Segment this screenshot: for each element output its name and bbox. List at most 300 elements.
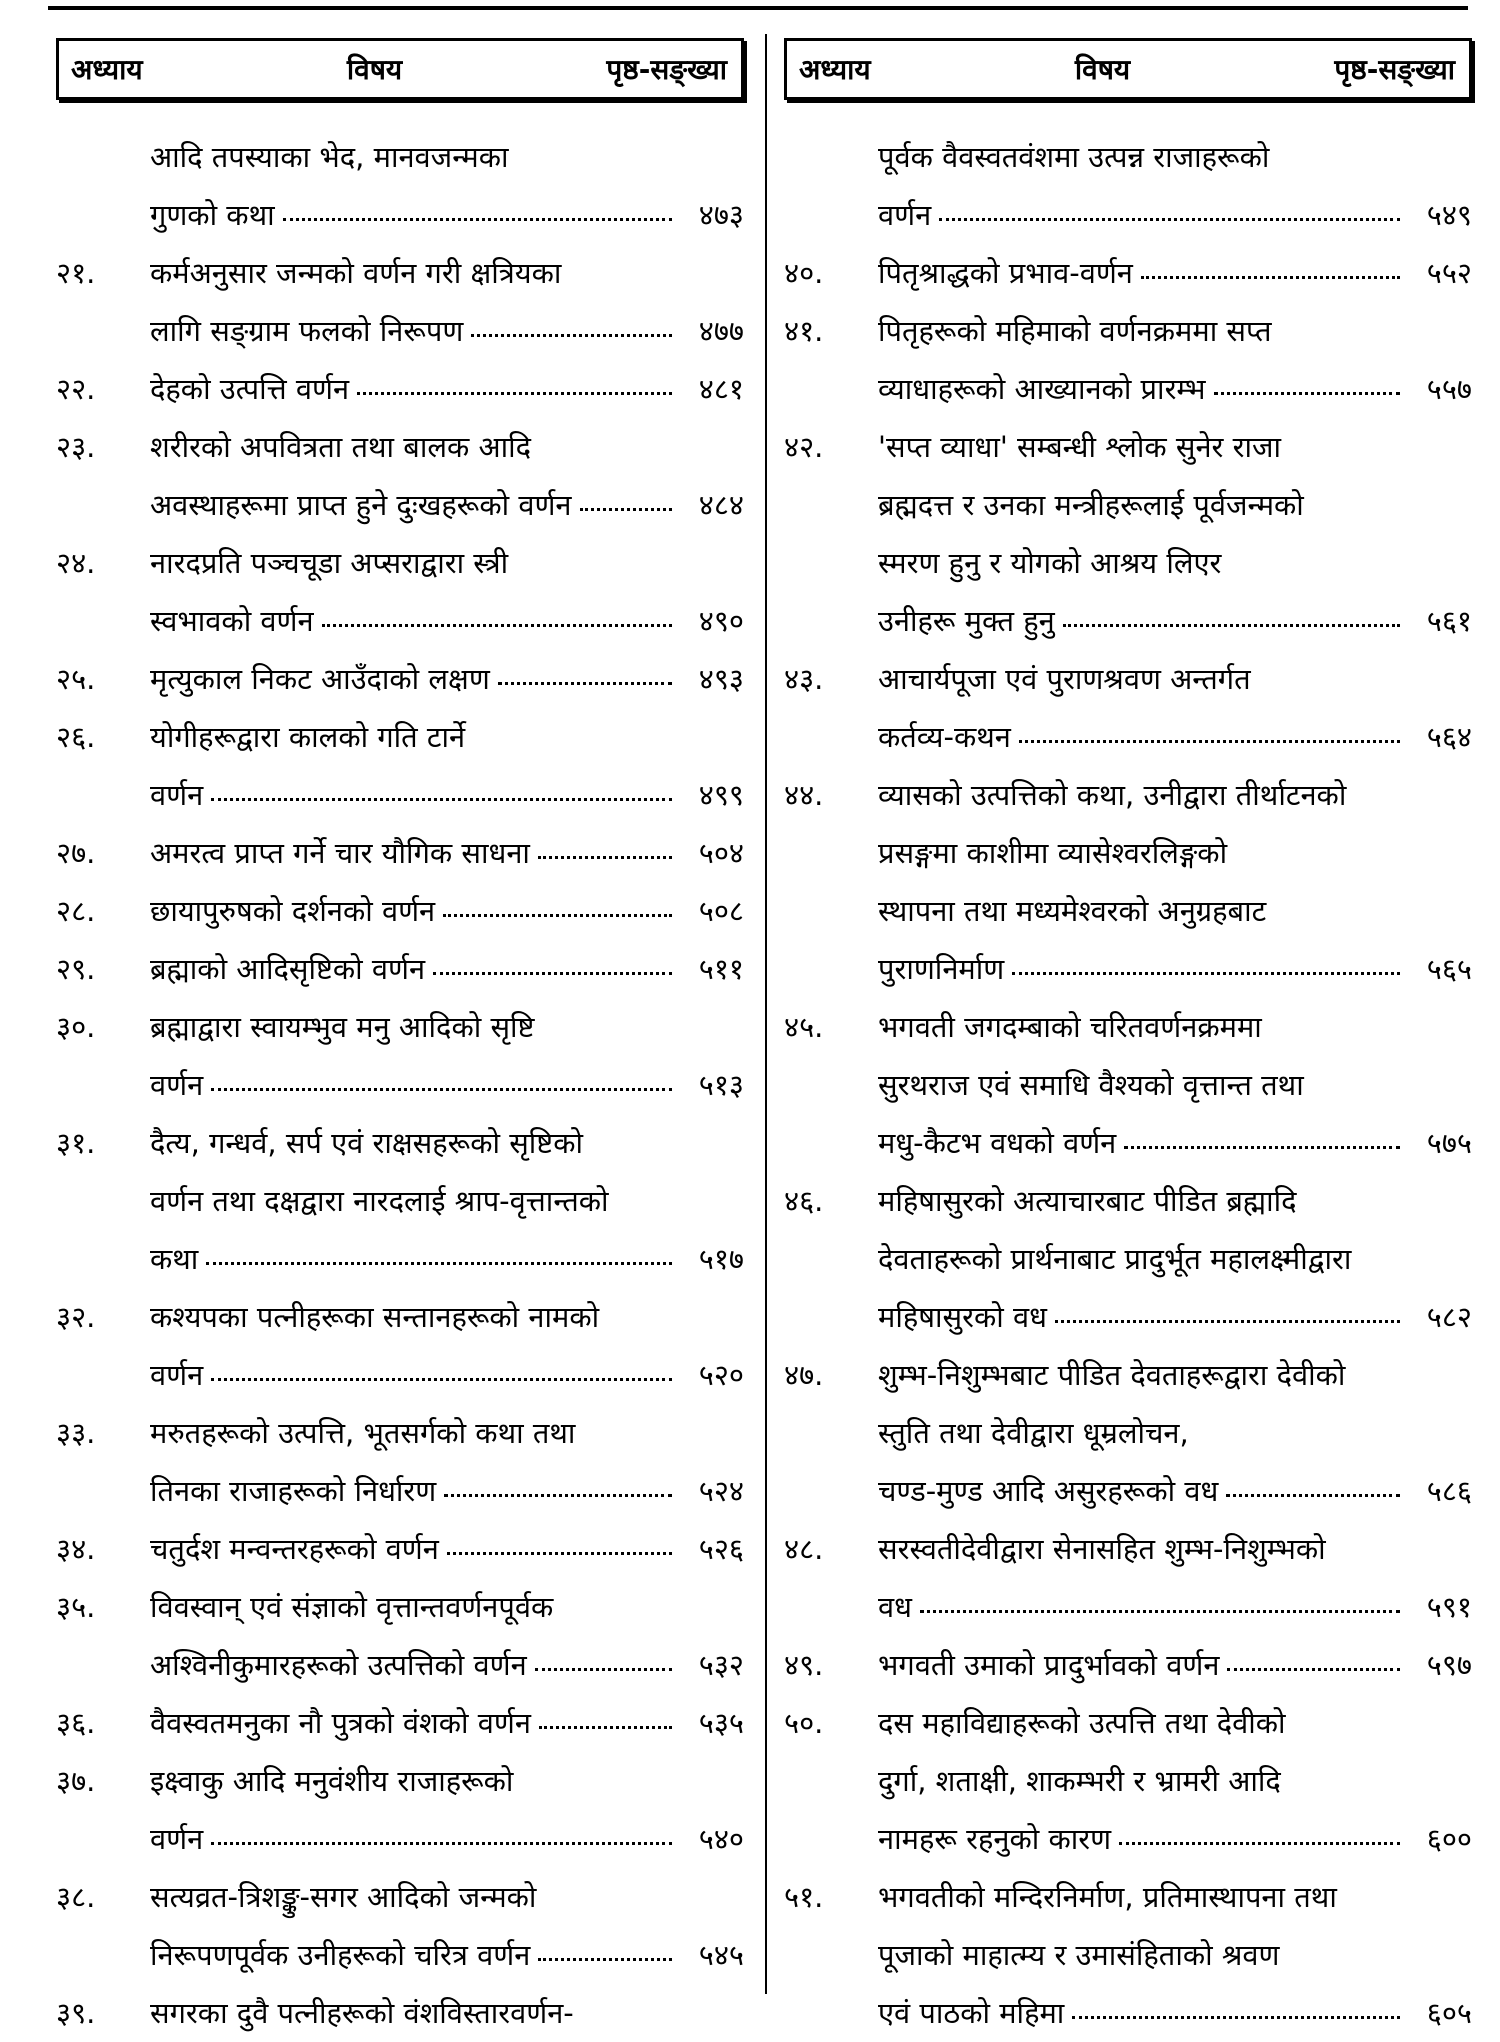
subject-line: [150, 882, 744, 940]
page-number: ५१७: [698, 1242, 744, 1276]
entry-subject: [150, 1984, 744, 2042]
subject-text: अश्विनीकुमारहरूको उत्पत्तिको वर्णन: [150, 1648, 527, 1682]
subject-text: मृत्युकाल निकट आउँदाको लक्षण: [150, 662, 490, 696]
subject-line: [878, 1810, 1472, 1868]
entry-subject: [150, 1868, 744, 1984]
subject-text: ब्रह्मदत्त र उनका मन्त्रीहरूलाई पूर्वजन्मको: [878, 488, 1304, 522]
chapter-number: ३७.: [56, 1764, 96, 1798]
subject-text: स्तुति तथा देवीद्वारा धूम्रलोचन,: [878, 1416, 1189, 1450]
subject-text: वैवस्वतमनुका नौ पुत्रको वंशको वर्णन: [150, 1706, 531, 1740]
toc-entry: [56, 1520, 744, 1578]
subject-text: कथा: [150, 1242, 199, 1276]
dot-leader: [206, 1262, 672, 1265]
subject-text: स्थापना तथा मध्यमेश्वरको अनुग्रहबाट: [878, 894, 1267, 928]
subject-line: [878, 1926, 1472, 1984]
page-number: ५६४: [1426, 720, 1472, 754]
subject-text: कर्तव्य-कथन: [878, 720, 1011, 754]
chapter-number: २८.: [56, 894, 96, 928]
subject-text: सुरथराज एवं समाधि वैश्यको वृत्तान्त तथा: [878, 1068, 1304, 1102]
subject-text: ब्रह्माद्वारा स्वायम्भुव मनु आदिको सृष्टि: [150, 1010, 535, 1044]
toc-entry: [56, 128, 744, 244]
chapter-number: ४६.: [784, 1184, 824, 1218]
subject-line: [150, 534, 744, 592]
dot-leader: [433, 972, 672, 975]
subject-line: [878, 476, 1472, 534]
entry-subject: [150, 998, 744, 1114]
entry-subject: [878, 244, 1472, 302]
page-number: ५३२: [698, 1648, 744, 1682]
entry-subject: [150, 1520, 744, 1578]
page-number: ५८६: [1426, 1474, 1472, 1508]
entry-subject: [150, 1404, 744, 1520]
dot-leader: [539, 1726, 672, 1729]
page-number: ४९०: [698, 604, 744, 638]
subject-line: [878, 1578, 1472, 1636]
dot-leader: [322, 624, 672, 627]
toc-entry: [56, 1578, 744, 1694]
subject-text: दुर्गा, शताक्षी, शाकम्भरी र भ्रामरी आदि: [878, 1764, 1281, 1798]
toc-entry: [784, 1636, 1472, 1694]
dot-leader: [444, 1494, 672, 1497]
subject-text: 'सप्त व्याधा' सम्बन्धी श्लोक सुनेर राजा: [878, 430, 1282, 464]
chapter-number: २९.: [56, 952, 96, 986]
subject-line: [150, 1462, 744, 1520]
toc-entry: [56, 650, 744, 708]
subject-line: [150, 1520, 744, 1578]
chapter-number: ३९.: [56, 1996, 96, 2030]
page-number: ६००: [1426, 1822, 1472, 1856]
subject-line: [878, 1404, 1472, 1462]
chapter-number: ३१.: [56, 1126, 96, 1160]
subject-text: व्याधाहरूको आख्यानको प्रारम्भ: [878, 372, 1206, 406]
chapter-number: ४८.: [784, 1532, 824, 1566]
page-number: ५९१: [1426, 1590, 1472, 1624]
chapter-number: ३४.: [56, 1532, 96, 1566]
subject-line: [150, 360, 744, 418]
subject-text: वर्णन: [150, 778, 204, 812]
toc-entry: [56, 244, 744, 360]
page-number: ५५७: [1426, 372, 1472, 406]
entry-subject: [150, 418, 744, 534]
subject-line: [878, 1868, 1472, 1926]
entry-subject: [878, 302, 1472, 418]
subject-text: वर्णन तथा दक्षद्वारा नारदलाई श्राप-वृत्तान्तको: [150, 1184, 609, 1218]
subject-line: [150, 186, 744, 244]
dot-leader: [471, 334, 672, 337]
chapter-number: २२.: [56, 372, 96, 406]
dot-leader: [357, 392, 672, 395]
table-header: [56, 38, 744, 100]
dot-leader: [920, 1610, 1400, 1613]
entry-subject: [878, 998, 1472, 1172]
header-subject: विषय: [1074, 53, 1131, 86]
subject-line: [150, 1636, 744, 1694]
page-number: ५१३: [698, 1068, 744, 1102]
chapter-number: ३६.: [56, 1706, 96, 1740]
dot-leader: [1063, 624, 1400, 627]
page-number: ५५२: [1426, 256, 1472, 290]
entry-subject: [150, 534, 744, 650]
dot-leader: [211, 1378, 672, 1381]
page-number: ५४५: [698, 1938, 744, 1972]
toc-entry: [784, 766, 1472, 998]
toc-entry: [56, 534, 744, 650]
entry-subject: [150, 1694, 744, 1752]
subject-text: उनीहरू मुक्त हुनु: [878, 604, 1055, 638]
toc-entry: [56, 1752, 744, 1868]
subject-text: मरुतहरूको उत्पत्ति, भूतसर्गको कथा तथा: [150, 1416, 576, 1450]
subject-text: लागि सङ्ग्राम फलको निरूपण: [150, 314, 464, 348]
subject-text: गुणको कथा: [150, 198, 275, 232]
subject-text: वर्णन: [878, 198, 932, 232]
page-number: ४९३: [698, 662, 744, 696]
subject-text: सत्यव्रत-त्रिशङ्कु-सगर आदिको जन्मको: [150, 1880, 537, 1914]
subject-line: [150, 1752, 744, 1810]
entry-subject: [150, 824, 744, 882]
entry-subject: [150, 244, 744, 360]
entry-subject: [878, 418, 1472, 650]
subject-text: अवस्थाहरूमा प्राप्त हुने दुःखहरूको वर्णन: [150, 488, 572, 522]
toc-entry: [784, 1520, 1472, 1636]
toc-entry: [56, 882, 744, 940]
subject-line: [878, 534, 1472, 592]
subject-line: [878, 1230, 1472, 1288]
subject-text: देहको उत्पत्ति वर्णन: [150, 372, 350, 406]
subject-line: [878, 1984, 1472, 2042]
entry-subject: [150, 650, 744, 708]
toc-entry: [56, 940, 744, 998]
dot-leader: [538, 856, 672, 859]
subject-line: [878, 824, 1472, 882]
subject-line: [878, 1462, 1472, 1520]
subject-line: [150, 824, 744, 882]
chapter-number: ४९.: [784, 1648, 824, 1682]
dot-leader: [939, 218, 1400, 221]
dot-leader: [1227, 1668, 1400, 1671]
dot-leader: [1012, 972, 1400, 975]
subject-text: प्रसङ्गमा काशीमा व्यासेश्वरलिङ्गको: [878, 836, 1228, 870]
page-number: ५९७: [1426, 1648, 1472, 1682]
chapter-number: २६.: [56, 720, 96, 754]
toc-entry: [56, 1114, 744, 1288]
dot-leader: [1072, 2016, 1400, 2019]
subject-text: महिषासुरको वध: [878, 1300, 1047, 1334]
page-number: ५४०: [698, 1822, 744, 1856]
subject-line: [878, 360, 1472, 418]
page-number: ५३५: [698, 1706, 744, 1740]
entry-subject: [150, 128, 744, 244]
page-number: ५६१: [1426, 604, 1472, 638]
subject-text: इक्ष्वाकु आदि मनुवंशीय राजाहरूको: [150, 1764, 514, 1798]
subject-line: [150, 1288, 744, 1346]
toc-entry: [56, 708, 744, 824]
dot-leader: [1119, 1842, 1400, 1845]
toc-entry: [56, 360, 744, 418]
subject-text: व्यासको उत्पत्तिको कथा, उनीद्वारा तीर्थाटनको: [878, 778, 1347, 812]
chapter-number: ४५.: [784, 1010, 824, 1044]
entry-subject: [878, 1636, 1472, 1694]
header-subject: विषय: [346, 53, 403, 86]
toc-entry: [784, 1694, 1472, 1868]
subject-line: [878, 186, 1472, 244]
dot-leader: [211, 798, 672, 801]
subject-line: [150, 766, 744, 824]
subject-text: पूजाको माहात्म्य र उमासंहिताको श्रवण: [878, 1938, 1280, 1972]
page-number: ५२०: [698, 1358, 744, 1392]
subject-text: ब्रह्माको आदिसृष्टिको वर्णन: [150, 952, 426, 986]
dot-leader: [443, 914, 672, 917]
header-chapter: अध्याय: [799, 53, 871, 86]
dot-leader: [580, 508, 672, 511]
page-number: ५२४: [698, 1474, 744, 1508]
dot-leader: [447, 1552, 672, 1555]
dot-leader: [1141, 276, 1400, 279]
subject-line: [878, 998, 1472, 1056]
entry-subject: [150, 360, 744, 418]
subject-text: देवताहरूको प्रार्थनाबाट प्रादुर्भूत महालक्ष्मीद्वारा: [878, 1242, 1352, 1276]
subject-text: चण्ड-मुण्ड आदि असुरहरूको वध: [878, 1474, 1219, 1508]
subject-line: [878, 1056, 1472, 1114]
subject-line: [150, 1056, 744, 1114]
toc-entry: [784, 1172, 1472, 1346]
subject-line: [878, 1114, 1472, 1172]
subject-line: [150, 650, 744, 708]
table-header: [784, 38, 1472, 100]
entry-subject: [150, 1752, 744, 1868]
subject-line: [878, 418, 1472, 476]
page-number: ४८४: [698, 488, 744, 522]
toc-entry: [56, 1288, 744, 1404]
toc-entry: [784, 1868, 1472, 2042]
dot-leader: [538, 1958, 672, 1961]
entry-subject: [878, 1346, 1472, 1520]
toc-entry: [784, 244, 1472, 302]
toc-entry: [56, 1404, 744, 1520]
subject-text: कश्यपका पत्नीहरूका सन्तानहरूको नामको: [150, 1300, 600, 1334]
subject-text: वर्णन: [150, 1068, 204, 1102]
subject-text: तिनका राजाहरूको निर्धारण: [150, 1474, 437, 1508]
subject-line: [878, 244, 1472, 302]
toc-entry: [784, 650, 1472, 766]
entry-subject: [878, 1520, 1472, 1636]
chapter-number: ४०.: [784, 256, 824, 290]
entry-subject: [878, 1868, 1472, 2042]
page-number: ५८२: [1426, 1300, 1472, 1334]
page-number: ६०५: [1426, 1996, 1472, 2030]
subject-text: स्वभावको वर्णन: [150, 604, 314, 638]
subject-text: नामहरू रहनुको कारण: [878, 1822, 1112, 1856]
subject-line: [878, 302, 1472, 360]
chapter-number: ४२.: [784, 430, 824, 464]
subject-text: योगीहरूद्वारा कालको गति टार्ने: [150, 720, 466, 754]
header-page: पृष्ठ-सङ्ख्या: [606, 53, 727, 86]
dot-leader: [211, 1088, 672, 1091]
subject-text: छायापुरुषको दर्शनको वर्णन: [150, 894, 436, 928]
subject-line: [878, 1520, 1472, 1578]
entry-subject: [878, 1694, 1472, 1868]
subject-line: [878, 592, 1472, 650]
page-number: ४७७: [698, 314, 744, 348]
subject-line: [878, 1346, 1472, 1404]
toc-entry: [784, 418, 1472, 650]
dot-leader: [498, 682, 672, 685]
entry-subject: [150, 882, 744, 940]
page-number: ४७३: [698, 198, 744, 232]
subject-line: [150, 1230, 744, 1288]
subject-line: [878, 128, 1472, 186]
subject-line: [878, 650, 1472, 708]
subject-text: नारदप्रति पञ्चचूडा अप्सराद्वारा स्त्री: [150, 546, 509, 580]
toc-entry: [56, 824, 744, 882]
subject-line: [878, 766, 1472, 824]
toc-entry: [784, 302, 1472, 418]
subject-text: पितृश्राद्धको प्रभाव-वर्णन: [878, 256, 1133, 290]
subject-text: शुम्भ-निशुम्भबाट पीडित देवताहरूद्वारा देवीको: [878, 1358, 1346, 1392]
subject-line: [878, 1694, 1472, 1752]
subject-text: सरस्वतीदेवीद्वारा सेनासहित शुम्भ-निशुम्भको: [878, 1532, 1326, 1566]
subject-line: [878, 708, 1472, 766]
chapter-number: ३३.: [56, 1416, 96, 1450]
subject-line: [150, 418, 744, 476]
dot-leader: [1019, 740, 1400, 743]
entry-subject: [878, 650, 1472, 766]
right-column: [784, 38, 1472, 2042]
page-number: ५६५: [1426, 952, 1472, 986]
toc-entry: [784, 128, 1472, 244]
subject-line: [878, 1288, 1472, 1346]
page-number: ५११: [698, 952, 744, 986]
subject-line: [150, 1810, 744, 1868]
chapter-number: ३२.: [56, 1300, 96, 1334]
header-chapter: अध्याय: [71, 53, 143, 86]
subject-line: [150, 708, 744, 766]
header-page: पृष्ठ-सङ्ख्या: [1334, 53, 1455, 86]
entry-subject: [150, 1288, 744, 1404]
toc-list: [56, 128, 744, 2042]
dot-leader: [1124, 1146, 1400, 1149]
subject-line: [150, 128, 744, 186]
subject-text: भगवती जगदम्बाको चरितवर्णनक्रममा: [878, 1010, 1262, 1044]
chapter-number: ३८.: [56, 1880, 96, 1914]
subject-line: [878, 1752, 1472, 1810]
chapter-number: २१.: [56, 256, 96, 290]
chapter-number: ५१.: [784, 1880, 824, 1914]
entry-subject: [150, 940, 744, 998]
subject-text: आदि तपस्याका भेद, मानवजन्मका: [150, 140, 509, 174]
toc-entry: [784, 998, 1472, 1172]
subject-line: [878, 882, 1472, 940]
chapter-number: ३५.: [56, 1590, 96, 1624]
page-number: ५४९: [1426, 198, 1472, 232]
entry-subject: [878, 128, 1472, 244]
page-number: ४८१: [698, 372, 744, 406]
subject-text: निरूपणपूर्वक उनीहरूको चरित्र वर्णन: [150, 1938, 531, 1972]
toc-entry: [784, 1346, 1472, 1520]
toc-list: [784, 128, 1472, 2042]
chapter-number: ४१.: [784, 314, 824, 348]
chapter-number: ५०.: [784, 1706, 824, 1740]
dot-leader: [1226, 1494, 1400, 1497]
dot-leader: [535, 1668, 672, 1671]
subject-text: कर्मअनुसार जन्मको वर्णन गरी क्षत्रियका: [150, 256, 562, 290]
subject-line: [150, 1404, 744, 1462]
entry-subject: [878, 1172, 1472, 1346]
subject-line: [150, 1172, 744, 1230]
subject-text: भगवतीको मन्दिरनिर्माण, प्रतिमास्थापना तथा: [878, 1880, 1337, 1914]
subject-text: आचार्यपूजा एवं पुराणश्रवण अन्तर्गत: [878, 662, 1251, 696]
subject-line: [150, 998, 744, 1056]
subject-text: पूर्वक वैवस्वतवंशमा उत्पन्न राजाहरूको: [878, 140, 1270, 174]
subject-line: [150, 1694, 744, 1752]
subject-text: महिषासुरको अत्याचारबाट पीडित ब्रह्मादि: [878, 1184, 1297, 1218]
subject-text: भगवती उमाको प्रादुर्भावको वर्णन: [878, 1648, 1220, 1682]
toc-entry: [56, 1694, 744, 1752]
chapter-number: ३०.: [56, 1010, 96, 1044]
chapter-number: ४३.: [784, 662, 824, 696]
subject-line: [150, 1984, 744, 2042]
subject-text: वर्णन: [150, 1822, 204, 1856]
subject-text: पुराणनिर्माण: [878, 952, 1005, 986]
chapter-number: ४७.: [784, 1358, 824, 1392]
top-rule: [48, 6, 1468, 10]
entry-subject: [150, 1114, 744, 1288]
column-divider: [765, 34, 767, 1994]
toc-entry: [56, 998, 744, 1114]
subject-text: विवस्वान् एवं संज्ञाको वृत्तान्तवर्णनपूर्वक: [150, 1590, 554, 1624]
subject-line: [150, 244, 744, 302]
dot-leader: [1214, 392, 1400, 395]
subject-text: अमरत्व प्राप्त गर्ने चार यौगिक साधना: [150, 836, 530, 870]
subject-line: [878, 1172, 1472, 1230]
subject-line: [878, 940, 1472, 998]
subject-text: वर्णन: [150, 1358, 204, 1392]
entry-subject: [150, 1578, 744, 1694]
toc-entry: [56, 1868, 744, 1984]
left-column: [56, 38, 744, 2042]
page-number: ४९९: [698, 778, 744, 812]
toc-entry: [56, 418, 744, 534]
dot-leader: [211, 1842, 672, 1845]
entry-subject: [150, 708, 744, 824]
chapter-number: ४४.: [784, 778, 824, 812]
subject-text: दैत्य, गन्धर्व, सर्प एवं राक्षसहरूको सृष्टिको: [150, 1126, 584, 1160]
chapter-number: २५.: [56, 662, 96, 696]
dot-leader: [1055, 1320, 1400, 1323]
subject-text: स्मरण हुनु र योगको आश्रय लिएर: [878, 546, 1222, 580]
subject-text: पितृहरूको महिमाको वर्णनक्रममा सप्त: [878, 314, 1272, 348]
subject-line: [878, 1636, 1472, 1694]
chapter-number: २४.: [56, 546, 96, 580]
page-number: ५०४: [698, 836, 744, 870]
subject-text: दस महाविद्याहरूको उत्पत्ति तथा देवीको: [878, 1706, 1286, 1740]
subject-line: [150, 1578, 744, 1636]
page-number: ५०८: [698, 894, 744, 928]
chapter-number: २७.: [56, 836, 96, 870]
subject-line: [150, 940, 744, 998]
subject-text: चतुर्दश मन्वन्तरहरूको वर्णन: [150, 1532, 439, 1566]
subject-line: [150, 1114, 744, 1172]
subject-text: मधु-कैटभ वधको वर्णन: [878, 1126, 1117, 1160]
dot-leader: [283, 218, 672, 221]
subject-line: [150, 476, 744, 534]
chapter-number: २३.: [56, 430, 96, 464]
subject-line: [150, 592, 744, 650]
subject-line: [150, 1926, 744, 1984]
subject-line: [150, 302, 744, 360]
subject-text: सगरका दुवै पत्नीहरूको वंशविस्तारवर्णन-: [150, 1996, 574, 2030]
subject-line: [150, 1868, 744, 1926]
toc-entry: [56, 1984, 744, 2042]
